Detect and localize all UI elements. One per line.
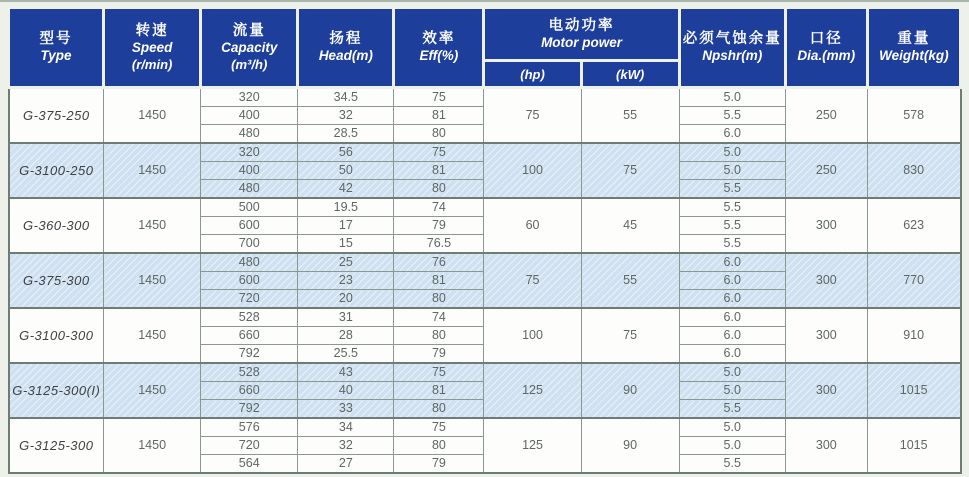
cell-eff: 76 xyxy=(394,253,484,272)
table-row xyxy=(9,198,961,217)
table-row xyxy=(9,418,961,437)
cell-eff: 74 xyxy=(394,308,484,327)
cell-capacity: 720 xyxy=(201,437,298,455)
cell-speed: 1450 xyxy=(104,198,201,253)
cell-type: G-3100-300 xyxy=(9,308,104,363)
cell-eff: 79 xyxy=(394,345,484,364)
cell-eff: 79 xyxy=(394,455,484,474)
cell-capacity: 720 xyxy=(201,290,298,309)
cell-weight: 770 xyxy=(867,253,960,308)
col-header-speed-zh: 转速 xyxy=(135,22,169,39)
col-header-capacity-zh: 流量 xyxy=(232,22,266,39)
col-header-motor-power-zh: 电动功率 xyxy=(548,17,615,34)
cell-npshr: 5.0 xyxy=(679,418,785,437)
cell-type: G-3125-300 xyxy=(9,418,104,473)
col-header-motor-power xyxy=(484,8,679,61)
cell-capacity: 576 xyxy=(201,418,298,437)
cell-head: 20 xyxy=(298,290,394,309)
cell-kw: 75 xyxy=(581,308,679,363)
col-header-weight-en: Weight(kg) xyxy=(879,48,949,64)
cell-capacity: 320 xyxy=(201,143,298,162)
cell-type: G-3125-300(I) xyxy=(9,363,104,418)
cell-weight: 578 xyxy=(867,88,960,144)
cell-capacity: 600 xyxy=(201,272,298,290)
cell-head: 50 xyxy=(298,162,394,180)
cell-eff: 81 xyxy=(394,272,484,290)
cell-eff: 80 xyxy=(394,400,484,419)
cell-dia: 300 xyxy=(785,363,867,418)
cell-dia: 250 xyxy=(785,143,867,198)
cell-hp: 100 xyxy=(484,308,581,363)
cell-head: 25 xyxy=(298,253,394,272)
cell-capacity: 528 xyxy=(201,308,298,327)
col-header-motor-power-en: Motor power xyxy=(541,34,623,50)
cell-head: 42 xyxy=(298,180,394,199)
cell-eff: 75 xyxy=(394,418,484,437)
table-row xyxy=(9,308,961,327)
col-header-speed-unit: (r/min) xyxy=(131,56,173,72)
cell-hp: 60 xyxy=(484,198,581,253)
cell-npshr: 5.5 xyxy=(679,400,785,419)
cell-eff: 80 xyxy=(394,437,484,455)
cell-capacity: 480 xyxy=(201,125,298,144)
cell-hp: 75 xyxy=(484,253,581,308)
cell-npshr: 5.5 xyxy=(679,455,785,474)
col-header-capacity xyxy=(201,8,298,88)
cell-eff: 80 xyxy=(394,125,484,144)
cell-capacity: 660 xyxy=(201,327,298,345)
cell-eff: 81 xyxy=(394,382,484,400)
cell-npshr: 5.0 xyxy=(679,437,785,455)
col-header-dia-en: Dia.(mm) xyxy=(797,48,856,64)
cell-type: G-375-250 xyxy=(9,88,104,144)
col-subheader-kw: (kW) xyxy=(581,61,679,88)
cell-npshr: 6.0 xyxy=(679,290,785,309)
cell-head: 28 xyxy=(298,327,394,345)
cell-dia: 300 xyxy=(785,418,867,473)
cell-head: 34 xyxy=(298,418,394,437)
cell-head: 17 xyxy=(298,217,394,235)
cell-npshr: 5.5 xyxy=(679,235,785,254)
cell-hp: 125 xyxy=(484,418,581,473)
cell-head: 33 xyxy=(298,400,394,419)
cell-weight: 830 xyxy=(867,143,960,198)
table-row xyxy=(9,88,961,107)
cell-speed: 1450 xyxy=(104,143,201,198)
cell-type: G-360-300 xyxy=(9,198,104,253)
cell-dia: 250 xyxy=(785,88,867,144)
cell-hp: 125 xyxy=(484,363,581,418)
cell-hp: 100 xyxy=(484,143,581,198)
cell-eff: 75 xyxy=(394,88,484,107)
col-header-eff-zh: 效率 xyxy=(422,31,456,47)
cell-kw: 75 xyxy=(581,143,679,198)
cell-kw: 90 xyxy=(581,363,679,418)
cell-npshr: 6.0 xyxy=(679,308,785,327)
cell-npshr: 6.0 xyxy=(679,272,785,290)
cell-eff: 75 xyxy=(394,363,484,382)
col-header-speed xyxy=(104,8,201,88)
cell-weight: 1015 xyxy=(867,363,960,418)
cell-capacity: 320 xyxy=(201,88,298,107)
table-row xyxy=(9,143,961,162)
cell-npshr: 5.5 xyxy=(679,107,785,125)
col-header-head-en: Head(m) xyxy=(318,48,373,64)
cell-head: 27 xyxy=(298,455,394,474)
cell-capacity: 500 xyxy=(201,198,298,217)
cell-capacity: 700 xyxy=(201,235,298,254)
cell-hp: 75 xyxy=(484,88,581,144)
table-body xyxy=(9,88,961,474)
cell-eff: 79 xyxy=(394,217,484,235)
col-header-type-en: Type xyxy=(40,48,72,64)
pump-spec-table xyxy=(7,6,962,474)
cell-type: G-3100-250 xyxy=(9,143,104,198)
cell-head: 56 xyxy=(298,143,394,162)
cell-capacity: 792 xyxy=(201,400,298,419)
cell-dia: 300 xyxy=(785,198,867,253)
cell-capacity: 400 xyxy=(201,162,298,180)
col-header-capacity-unit: (m³/h) xyxy=(231,56,268,72)
cell-weight: 910 xyxy=(867,308,960,363)
cell-dia: 300 xyxy=(785,253,867,308)
table-row xyxy=(9,363,961,382)
table-header xyxy=(9,8,961,88)
cell-weight: 623 xyxy=(867,198,960,253)
col-header-type xyxy=(9,8,104,88)
col-header-dia xyxy=(785,8,867,88)
table-row xyxy=(9,253,961,272)
col-header-weight xyxy=(867,8,960,88)
cell-eff: 76.5 xyxy=(394,235,484,254)
cell-eff: 80 xyxy=(394,327,484,345)
cell-npshr: 6.0 xyxy=(679,253,785,272)
cell-npshr: 5.0 xyxy=(679,88,785,107)
cell-eff: 81 xyxy=(394,107,484,125)
scan-edge-line xyxy=(0,0,969,2)
cell-npshr: 6.0 xyxy=(679,345,785,364)
cell-npshr: 6.0 xyxy=(679,125,785,144)
cell-npshr: 5.0 xyxy=(679,382,785,400)
cell-kw: 55 xyxy=(581,253,679,308)
cell-head: 19.5 xyxy=(298,198,394,217)
col-header-head-zh: 扬程 xyxy=(329,31,363,47)
cell-dia: 300 xyxy=(785,308,867,363)
cell-head: 40 xyxy=(298,382,394,400)
col-header-capacity-en: Capacity xyxy=(221,40,278,55)
cell-speed: 1450 xyxy=(104,253,201,308)
cell-head: 32 xyxy=(298,107,394,125)
col-header-npshr-en: Npshr(m) xyxy=(702,48,763,64)
col-header-dia-zh: 口径 xyxy=(809,31,843,47)
cell-eff: 81 xyxy=(394,162,484,180)
cell-eff: 74 xyxy=(394,198,484,217)
cell-speed: 1450 xyxy=(104,308,201,363)
cell-head: 34.5 xyxy=(298,88,394,107)
cell-kw: 55 xyxy=(581,88,679,144)
cell-type: G-375-300 xyxy=(9,253,104,308)
cell-eff: 80 xyxy=(394,180,484,199)
cell-npshr: 5.0 xyxy=(679,143,785,162)
cell-npshr: 6.0 xyxy=(679,327,785,345)
cell-speed: 1450 xyxy=(104,88,201,144)
cell-head: 15 xyxy=(298,235,394,254)
cell-capacity: 600 xyxy=(201,217,298,235)
cell-speed: 1450 xyxy=(104,418,201,473)
cell-head: 43 xyxy=(298,363,394,382)
cell-capacity: 480 xyxy=(201,180,298,199)
col-header-type-zh: 型号 xyxy=(39,31,73,47)
col-header-eff-en: Eff(%) xyxy=(419,48,459,64)
cell-capacity: 528 xyxy=(201,363,298,382)
col-header-weight-zh: 重量 xyxy=(897,31,931,47)
col-header-speed-en: Speed xyxy=(131,40,173,55)
catalog-page xyxy=(7,6,962,474)
cell-eff: 80 xyxy=(394,290,484,309)
col-header-head xyxy=(298,8,394,88)
cell-kw: 45 xyxy=(581,198,679,253)
cell-head: 31 xyxy=(298,308,394,327)
cell-capacity: 564 xyxy=(201,455,298,474)
cell-capacity: 660 xyxy=(201,382,298,400)
cell-head: 28.5 xyxy=(298,125,394,144)
cell-capacity: 400 xyxy=(201,107,298,125)
cell-npshr: 5.5 xyxy=(679,217,785,235)
col-subheader-hp: (hp) xyxy=(484,61,581,88)
cell-head: 32 xyxy=(298,437,394,455)
cell-capacity: 480 xyxy=(201,253,298,272)
cell-capacity: 792 xyxy=(201,345,298,364)
cell-npshr: 5.0 xyxy=(679,162,785,180)
col-header-npshr xyxy=(679,8,785,88)
cell-speed: 1450 xyxy=(104,363,201,418)
col-header-npshr-zh: 必须气蚀余量 xyxy=(682,31,782,47)
cell-npshr: 5.5 xyxy=(679,180,785,199)
cell-eff: 75 xyxy=(394,143,484,162)
cell-npshr: 5.0 xyxy=(679,363,785,382)
col-header-eff xyxy=(394,8,484,88)
cell-kw: 90 xyxy=(581,418,679,473)
cell-head: 23 xyxy=(298,272,394,290)
cell-head: 25.5 xyxy=(298,345,394,364)
cell-weight: 1015 xyxy=(867,418,960,473)
cell-npshr: 5.5 xyxy=(679,198,785,217)
